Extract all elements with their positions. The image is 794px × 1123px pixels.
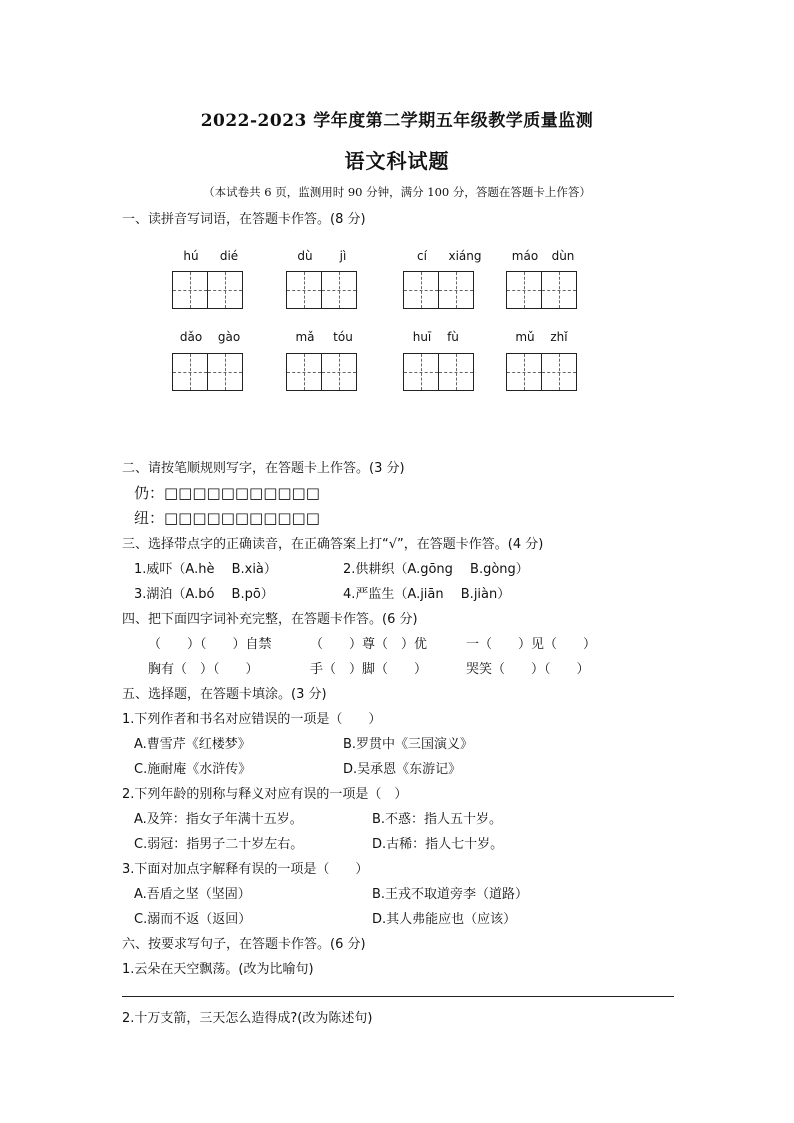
pinyin-syllable: cí <box>417 249 427 263</box>
pinyin-syllable: gào <box>217 330 241 344</box>
pronunciation-question-2: 2.供耕织（A.gōng B.gòng） <box>343 562 529 577</box>
pinyin-syllable: máo <box>511 249 539 263</box>
choice-option: A.吾盾之坚（坚固） <box>134 887 251 902</box>
answer-grid <box>403 353 474 391</box>
section-5-heading: 五、选择题，在答题卡填涂。(3 分) <box>122 687 327 702</box>
choice-option: C.施耐庵《水浒传》 <box>134 762 252 777</box>
pinyin-syllable: xiáng <box>448 249 482 263</box>
choice-option: B.不惑：指人五十岁。 <box>372 812 503 827</box>
exam-title: 2022-2023 学年度第二学期五年级教学质量监测 <box>200 111 594 131</box>
exam-note: （本试卷共 6 页，监测用时 90 分钟，满分 100 分，答题在答题卡上作答） <box>203 185 591 199</box>
idiom-blank-3: 一（ ）见（ ） <box>466 637 597 652</box>
pinyin-syllable: tóu <box>333 330 353 344</box>
choice-option: D.其人弗能应也（应该） <box>372 912 517 927</box>
answer-grid <box>506 353 577 391</box>
stroke-order-line-2: 纽：□□□□□□□□□□□ <box>134 509 320 527</box>
pinyin-syllable: dùn <box>551 249 575 263</box>
section-6-heading: 六、按要求写句子，在答题卡作答。(6 分) <box>122 937 366 952</box>
pronunciation-question-4: 4.严监生（A.jiān B.jiàn） <box>343 587 511 602</box>
stroke-order-line-1: 仍：□□□□□□□□□□□ <box>134 484 320 502</box>
pinyin-syllable: huī <box>412 330 432 344</box>
pinyin-syllable: dié <box>219 249 239 263</box>
section-4-heading: 四、把下面四字词补充完整，在答题卡作答。(6 分) <box>122 612 418 627</box>
pinyin-syllable: zhǐ <box>550 330 568 344</box>
exam-subject-title: 语文科试题 <box>344 149 450 173</box>
answer-grid <box>506 271 577 309</box>
choice-option: A.曹雪芹《红楼梦》 <box>134 737 251 752</box>
pronunciation-question-3: 3.湖泊（A.bó B.pō） <box>134 587 274 602</box>
choice-question-3: 3.下面对加点字解释有误的一项是（ ） <box>122 862 369 877</box>
choice-option: B.王戎不取道旁李（道路） <box>372 887 529 902</box>
pinyin-syllable: dù <box>297 249 313 263</box>
idiom-blank-4: 胸有（ ）（ ） <box>148 662 259 677</box>
pinyin-syllable: mǎ <box>295 330 315 344</box>
choice-option: D.古稀：指人七十岁。 <box>372 837 504 852</box>
answer-grid <box>286 353 357 391</box>
section-1-heading: 一、读拼音写词语，在答题卡作答。(8 分) <box>122 212 366 227</box>
choice-option: B.罗贯中《三国演义》 <box>343 737 474 752</box>
choice-option: A.及笄：指女子年满十五岁。 <box>134 812 303 827</box>
choice-option: C.溺而不返（返回） <box>134 912 252 927</box>
section-3-heading: 三、选择带点字的正确读音，在正确答案上打“√”，在答题卡作答。(4 分) <box>122 537 544 552</box>
sentence-question-2: 2.十万支箭，三天怎么造得成?(改为陈述句) <box>122 1011 373 1026</box>
pinyin-syllable: fù <box>447 330 459 344</box>
answer-grid <box>172 271 243 309</box>
pinyin-syllable: jì <box>339 249 347 263</box>
idiom-blank-2: （ ）尊（ ）优 <box>310 637 428 652</box>
section-2-heading: 二、请按笔顺规则写字，在答题卡上作答。(3 分) <box>122 461 405 476</box>
answer-grid <box>286 271 357 309</box>
choice-question-2: 2.下列年龄的别称与释义对应有误的一项是（ ） <box>122 787 408 802</box>
idiom-blank-5: 手（ ）脚（ ） <box>310 662 428 677</box>
answer-grid <box>403 271 474 309</box>
pronunciation-question-1: 1.威吓（A.hè B.xià） <box>134 562 277 577</box>
answer-grid <box>172 353 243 391</box>
pinyin-syllable: mǔ <box>515 330 535 344</box>
choice-option: C.弱冠：指男子二十岁左右。 <box>134 837 304 852</box>
idiom-blank-1: （ ）（ ）自禁 <box>148 637 272 652</box>
pinyin-syllable: dǎo <box>179 330 203 344</box>
choice-question-1: 1.下列作者和书名对应错误的一项是（ ） <box>122 712 382 727</box>
idiom-blank-6: 哭笑（ ）（ ） <box>466 662 590 677</box>
sentence-question-1: 1.云朵在天空飘荡。(改为比喻句) <box>122 962 314 977</box>
answer-line <box>122 996 674 997</box>
choice-option: D.吴承恩《东游记》 <box>343 762 462 777</box>
pinyin-syllable: hú <box>183 249 199 263</box>
